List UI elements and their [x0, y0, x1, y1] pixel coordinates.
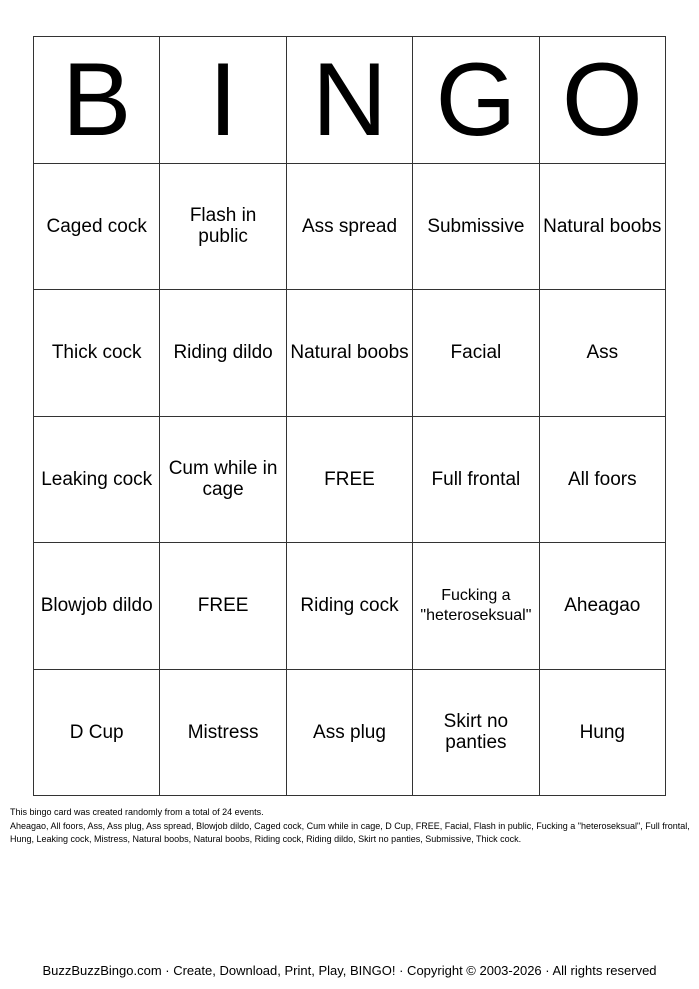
bingo-square: Thick cock — [34, 290, 160, 417]
bingo-square: Natural boobs — [540, 164, 666, 291]
card-summary: This bingo card was created randomly from a total of 24 events. — [10, 807, 264, 817]
bingo-square: Full frontal — [413, 417, 539, 544]
bingo-square: Mistress — [160, 670, 286, 797]
bingo-square: D Cup — [34, 670, 160, 797]
bingo-square: Submissive — [413, 164, 539, 291]
header-letter-i: I — [160, 37, 286, 164]
bingo-square: Blowjob dildo — [34, 543, 160, 670]
card-info — [10, 806, 690, 847]
bingo-square: Leaking cock — [34, 417, 160, 544]
bingo-square: Fucking a "heteroseksual" — [413, 543, 539, 670]
event-list: Aheagao, All foors, Ass, Ass plug, Ass spread, Blowjob dildo, Caged cock, Cum while in cage, D Cup, FREE, Facial, Flash in public, Fucking a "heteroseksual", Full frontal, Hung, Leaking cock, Mistress, Natural boobs, Natural boobs, Riding cock, Riding dildo, Skirt no panties, Submissive, Thick cock. — [10, 820, 690, 844]
bingo-square: Caged cock — [34, 164, 160, 291]
bingo-square: Aheagao — [540, 543, 666, 670]
bingo-square: All foors — [540, 417, 666, 544]
bingo-square: Natural boobs — [287, 290, 413, 417]
bingo-square: Flash in public — [160, 164, 286, 291]
free-square: FREE — [160, 543, 286, 670]
bingo-square: Ass — [540, 290, 666, 417]
bingo-square: Skirt no panties — [413, 670, 539, 797]
free-square: FREE — [287, 417, 413, 544]
bingo-card — [33, 36, 666, 796]
header-letter-g: G — [413, 37, 539, 164]
bingo-square: Ass spread — [287, 164, 413, 291]
bingo-square: Cum while in cage — [160, 417, 286, 544]
bingo-square: Hung — [540, 670, 666, 797]
bingo-square: Riding cock — [287, 543, 413, 670]
bingo-square: Ass plug — [287, 670, 413, 797]
header-letter-o: O — [540, 37, 666, 164]
bingo-square: Riding dildo — [160, 290, 286, 417]
header-letter-n: N — [287, 37, 413, 164]
page-footer: BuzzBuzzBingo.com · Create, Download, Print, Play, BINGO! · Copyright © 2003-2026 · All rights reserved — [42, 963, 657, 978]
header-letter-b: B — [34, 37, 160, 164]
bingo-square: Facial — [413, 290, 539, 417]
